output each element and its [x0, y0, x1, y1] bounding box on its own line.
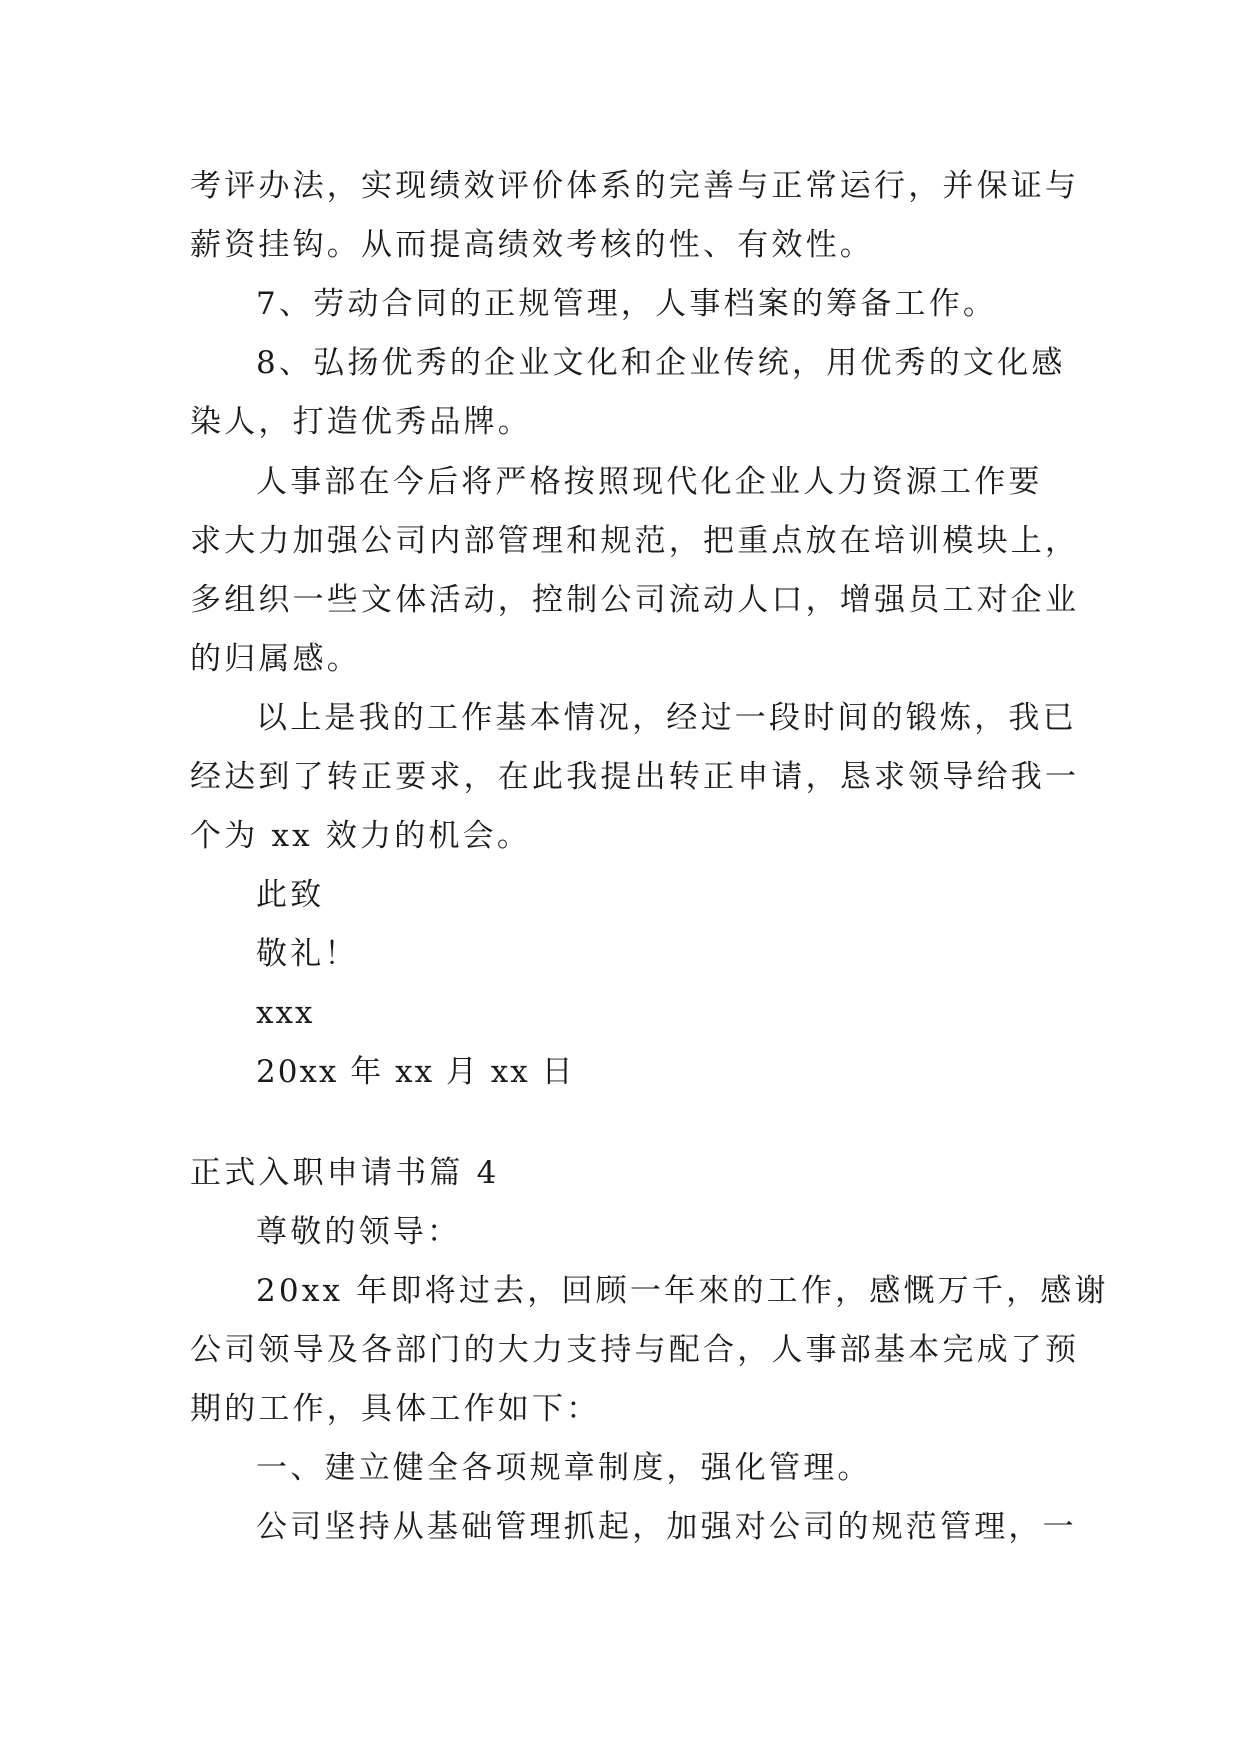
body-text-line: 期的工作，具体工作如下：: [190, 1391, 601, 1427]
greeting: 尊敬的领导：: [256, 1214, 462, 1250]
body-text-line: 的归属感。: [190, 641, 361, 677]
section-heading-1: 一、建立健全各项规章制度，强化管理。: [256, 1450, 872, 1486]
paragraph-start: 20xx 年即将过去，回顾一年來的工作，感慨万千，感谢: [256, 1273, 1109, 1309]
body-text-line: 个为 xx 效力的机会。: [190, 818, 532, 854]
signature-date: 20xx 年 xx 月 xx 日: [256, 1054, 575, 1090]
paragraph-start: 公司坚持从基础管理抓起，加强对公司的规范管理，一: [256, 1509, 1077, 1545]
paragraph-start: 以上是我的工作基本情况，经过一段时间的锻炼，我已: [256, 700, 1077, 736]
closing-salutation: 此致: [256, 877, 325, 913]
section-title: 正式入职申请书篇 4: [190, 1155, 500, 1191]
body-text-line: 经达到了转正要求，在此我提出转正申请，恳求领导给我一: [190, 759, 1080, 795]
signature-name: xxx: [256, 995, 315, 1031]
body-text-line: 考评办法，实现绩效评价体系的完善与正常运行，并保证与: [190, 168, 1080, 204]
paragraph-start: 人事部在今后将严格按照现代化企业人力资源工作要: [256, 464, 1043, 500]
list-item-8: 8、弘扬优秀的企业文化和企业传统，用优秀的文化感: [256, 345, 1066, 381]
body-text-line: 公司领导及各部门的大力支持与配合，人事部基本完成了预: [190, 1332, 1080, 1368]
list-item-7: 7、劳动合同的正规管理，人事档案的筹备工作。: [256, 286, 998, 322]
closing-regards: 敬礼！: [256, 936, 359, 972]
body-text-line: 薪资挂钩。从而提高绩效考核的性、有效性。: [190, 227, 874, 263]
body-text-line: 求大力加强公司内部管理和规范，把重点放在培训模块上，: [190, 523, 1080, 559]
body-text-line: 多组织一些文体活动，控制公司流动人口，增强员工对企业: [190, 582, 1080, 618]
body-text-line: 染人，打造优秀品牌。: [190, 404, 532, 440]
